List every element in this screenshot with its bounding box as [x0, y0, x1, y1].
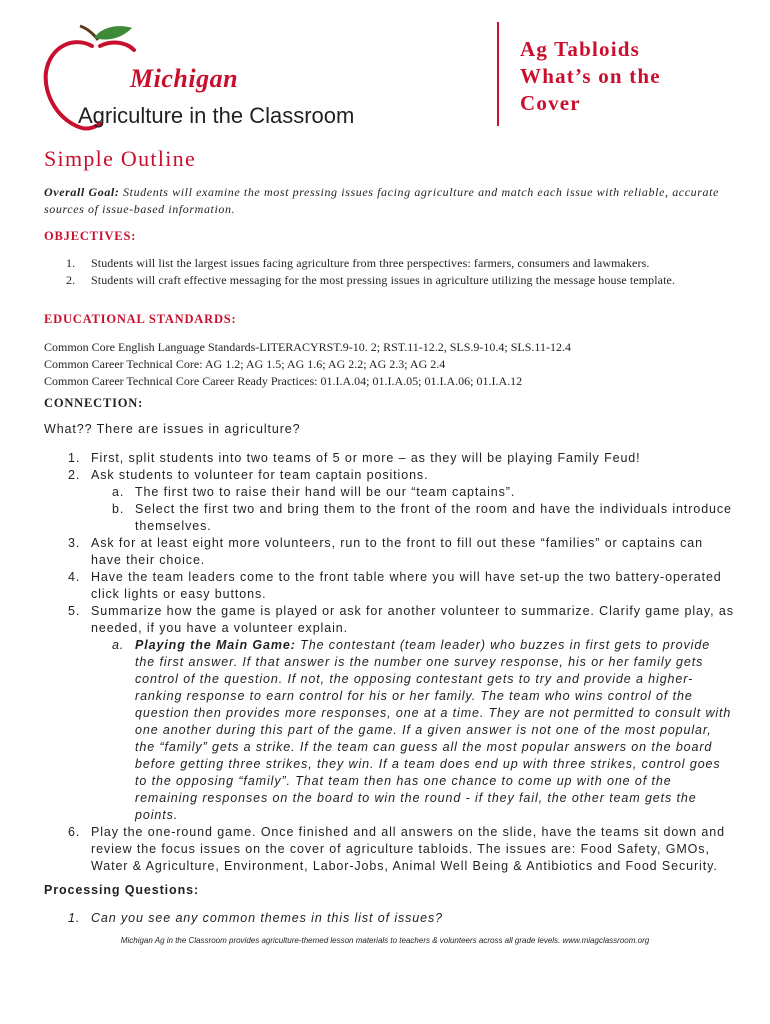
list-text: Students will craft effective messaging for the most pressing issues in agriculture utilizing the message house template.	[91, 273, 676, 287]
standard-line: Common Career Technical Core Career Ready Practices: 01.I.A.04; 01.I.A.05; 01.I.A.06; 01.I.A.12	[44, 374, 523, 388]
list-item	[44, 824, 734, 875]
list-text: Students will list the largest issues facing agriculture from three perspectives: farmers, consumers and lawmakers.	[91, 256, 650, 270]
list-item	[44, 603, 734, 637]
overall-goal	[44, 184, 734, 218]
connection-heading: CONNECTION:	[44, 396, 144, 410]
list-number: 1.	[68, 451, 81, 465]
logo-subtitle: Agriculture in the Classroom	[78, 103, 355, 128]
list-text: Summarize how the game is played or ask for another volunteer to summarize. Clarify game play, as needed, if you have a volunteer explain.	[91, 604, 734, 635]
list-item	[44, 450, 734, 467]
list-letter: a.	[112, 638, 125, 652]
list-item	[44, 535, 734, 569]
standards-heading: EDUCATIONAL STANDARDS:	[44, 312, 237, 326]
goal-text: Students will examine the most pressing issues facing agriculture and match each issue with reliable, accurate sources of issue-based information.	[44, 185, 719, 216]
sub-list-item	[44, 484, 734, 501]
objectives-list	[44, 255, 734, 289]
section-title: Simple Outline	[44, 146, 197, 171]
footer-note: Michigan Ag in the Classroom provides agriculture-themed lesson materials to teachers & volunteers across all grade levels. www.miagclassroom.org	[120, 936, 650, 945]
list-text: Have the team leaders come to the front table where you will have set-up the two battery-operated click lights or easy buttons.	[91, 570, 722, 601]
list-number: 3.	[68, 536, 81, 550]
title-line-1: Ag Tabloids	[520, 37, 641, 61]
list-text: The first two to raise their hand will be our “team captains”.	[135, 485, 516, 499]
list-item	[44, 272, 734, 289]
standards-list	[44, 339, 734, 390]
title-line-2: What’s on the	[520, 64, 661, 88]
list-item	[44, 467, 734, 484]
main-game-rules	[44, 637, 734, 824]
title-line-3: Cover	[520, 91, 581, 115]
main-game-label: Playing the Main Game:	[135, 638, 296, 652]
logo-script-text: Michigan	[130, 64, 239, 93]
connection-steps	[44, 450, 734, 875]
sub-list-item	[44, 501, 734, 535]
header-divider	[497, 22, 499, 126]
standard-line: Common Core English Language Standards-LITERACYRST.9-10. 2; RST.11-12.2, SLS.9-10.4; SLS.11-12.4	[44, 340, 571, 354]
processing-heading: Processing Questions:	[44, 883, 200, 897]
list-number: 4.	[68, 570, 81, 584]
list-text: Can you see any common themes in this list of issues?	[91, 911, 444, 925]
list-number: 1.	[68, 911, 81, 925]
list-number: 6.	[68, 825, 81, 839]
connection-question: What?? There are issues in agriculture?	[44, 422, 301, 436]
list-number: 2.	[68, 468, 81, 482]
standard-line: Common Career Technical Core: AG 1.2; AG 1.5; AG 1.6; AG 2.2; AG 2.3; AG 2.4	[44, 357, 446, 371]
list-number: 5.	[68, 604, 81, 618]
objectives-heading: OBJECTIVES:	[44, 229, 137, 243]
list-item	[44, 911, 734, 925]
list-item	[44, 569, 734, 603]
list-text: Select the first two and bring them to the front of the room and have the individuals introduce themselves.	[135, 502, 732, 533]
list-item	[44, 255, 734, 272]
list-text: Ask for at least eight more volunteers, run to the front to fill out these “families” or captains can have their choice.	[91, 536, 703, 567]
document-title	[520, 36, 750, 117]
list-letter: a.	[112, 485, 125, 499]
list-number: 1.	[66, 256, 76, 270]
processing-questions	[44, 911, 734, 925]
goal-label: Overall Goal:	[44, 185, 120, 199]
list-number: 2.	[66, 273, 76, 287]
list-letter: b.	[112, 502, 125, 516]
list-text: Play the one-round game. Once finished and all answers on the slide, have the teams sit down and review the focus issues on the cover of agriculture tabloids. The issues are: Food Safety, GMOs, Water & Agriculture, Environment, Labor-Jobs, Animal Well Being & Antibiotics and Food Security.	[91, 825, 725, 873]
michigan-aitc-logo	[40, 24, 355, 136]
main-game-text: The contestant (team leader) who buzzes in first gets to provide the first answer. If that answer is the number one survey response, his or her family gets control of the question. If not, the opposing contestant gets to try and provide a higher-ranking response to earn control for his or her family. The team who wins control of the question then provides more responses, one at a time. They are not permitted to consult with one another during this part of the game. If a given answer is not one of the most popular, the “family” gets a strike. If the team can guess all the most popular answers on the board before getting three strikes, they win. If a team does end up with three strikes, control goes to the opposing “family”. That team then has one chance to come up with one of the remaining responses on the board to win the round - if they fail, the other team gets the points.	[135, 638, 732, 822]
list-text: Ask students to volunteer for team captain positions.	[91, 468, 429, 482]
list-text: First, split students into two teams of 5 or more – as they will be playing Family Feud!	[91, 451, 641, 465]
